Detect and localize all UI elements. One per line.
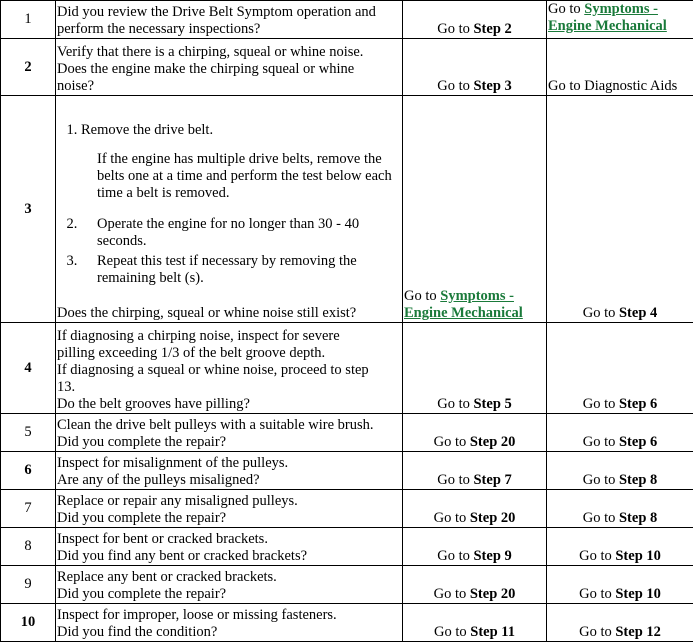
step-number: 1 — [1, 1, 56, 39]
step-number: 10 — [1, 604, 56, 642]
table-row — [1, 490, 693, 528]
step-number: 2 — [1, 39, 56, 96]
yes-result[interactable]: Go to Step 20 — [403, 414, 547, 452]
yes-result[interactable]: Go to Step 20 — [403, 490, 547, 528]
action-text: Did you review the Drive Belt Symptom operation and perform the necessary inspections? — [56, 1, 403, 39]
yes-result[interactable]: Go to Step 5 — [403, 323, 547, 414]
step-number: 9 — [1, 566, 56, 604]
yes-result[interactable]: Go to Symptoms - Engine Mechanical — [403, 96, 547, 323]
no-result[interactable]: Go to Step 10 — [547, 528, 693, 566]
no-result[interactable]: Go to Step 8 — [547, 490, 693, 528]
step-number: 8 — [1, 528, 56, 566]
symptoms-link[interactable]: Symptoms - — [440, 288, 514, 304]
no-result[interactable]: Go to Diagnostic Aids — [547, 39, 693, 96]
step-number: 6 — [1, 452, 56, 490]
yes-result[interactable]: Go to Step 11 — [403, 604, 547, 642]
symptoms-link[interactable]: Symptoms - — [584, 1, 658, 17]
action-text: Verify that there is a chirping, squeal or whine noise. Does the engine make the chirping squeal or whine noise? — [56, 39, 403, 96]
table-row — [1, 604, 693, 642]
table-row — [1, 414, 693, 452]
symptoms-link-line2[interactable]: Engine Mechanical — [548, 18, 692, 35]
yes-result[interactable]: Go to Step 7 — [403, 452, 547, 490]
step-number: 3 — [1, 96, 56, 323]
action-text: Replace any bent or cracked brackets. Did you complete the repair? — [56, 566, 403, 604]
no-result[interactable]: Go to Step 6 — [547, 323, 693, 414]
table-row — [1, 323, 693, 414]
yes-result[interactable]: Go to Step 2 — [403, 1, 547, 39]
step-number: 7 — [1, 490, 56, 528]
no-result[interactable]: Go to Step 8 — [547, 452, 693, 490]
action-text: Inspect for bent or cracked brackets. Did you find any bent or cracked brackets? — [56, 528, 403, 566]
table-row — [1, 96, 693, 323]
table-row — [1, 39, 693, 96]
yes-result[interactable]: Go to Step 3 — [403, 39, 547, 96]
step-number: 4 — [1, 323, 56, 414]
symptoms-link-line2[interactable]: Engine Mechanical — [404, 305, 545, 322]
yes-result[interactable]: Go to Step 9 — [403, 528, 547, 566]
no-result[interactable]: Go to Step 4 — [547, 96, 693, 323]
action-text: If diagnosing a chirping noise, inspect for severe pilling exceeding 1/3 of the belt groove depth. If diagnosing a squeal or whine noise, proceed to step 13. Do the belt grooves have pilling? — [56, 323, 403, 414]
note-text: If the engine has multiple drive belts, remove the belts one at a time and perform the test below each time a belt is removed. — [57, 151, 401, 202]
table-row — [1, 528, 693, 566]
action-text: Replace or repair any misaligned pulleys. Did you complete the repair? — [56, 490, 403, 528]
action-text: Clean the drive belt pulleys with a suitable wire brush. Did you complete the repair? — [56, 414, 403, 452]
action-text: Inspect for improper, loose or missing fasteners. Did you find the condition? — [56, 604, 403, 642]
step-number: 5 — [1, 414, 56, 452]
no-result[interactable]: Go to Symptoms - Engine Mechanical — [547, 1, 693, 39]
table-row — [1, 566, 693, 604]
no-result[interactable]: Go to Step 12 — [547, 604, 693, 642]
yes-result[interactable]: Go to Step 20 — [403, 566, 547, 604]
table-row — [1, 452, 693, 490]
no-result[interactable]: Go to Step 6 — [547, 414, 693, 452]
no-result[interactable]: Go to Step 10 — [547, 566, 693, 604]
action-text: 1. Remove the drive belt. If the engine has multiple drive belts, remove the belts one at a time and perform the test below each time a belt is removed. 2. Operate the engine for no longer than 30 - 40 seconds. 3. Repeat this test if necessary by removing the remaining belt (s). Does the chirping, squeal or whine noise still exist? — [56, 96, 403, 323]
table-row — [1, 1, 693, 39]
action-text: Inspect for misalignment of the pulleys. Are any of the pulleys misaligned? — [56, 452, 403, 490]
